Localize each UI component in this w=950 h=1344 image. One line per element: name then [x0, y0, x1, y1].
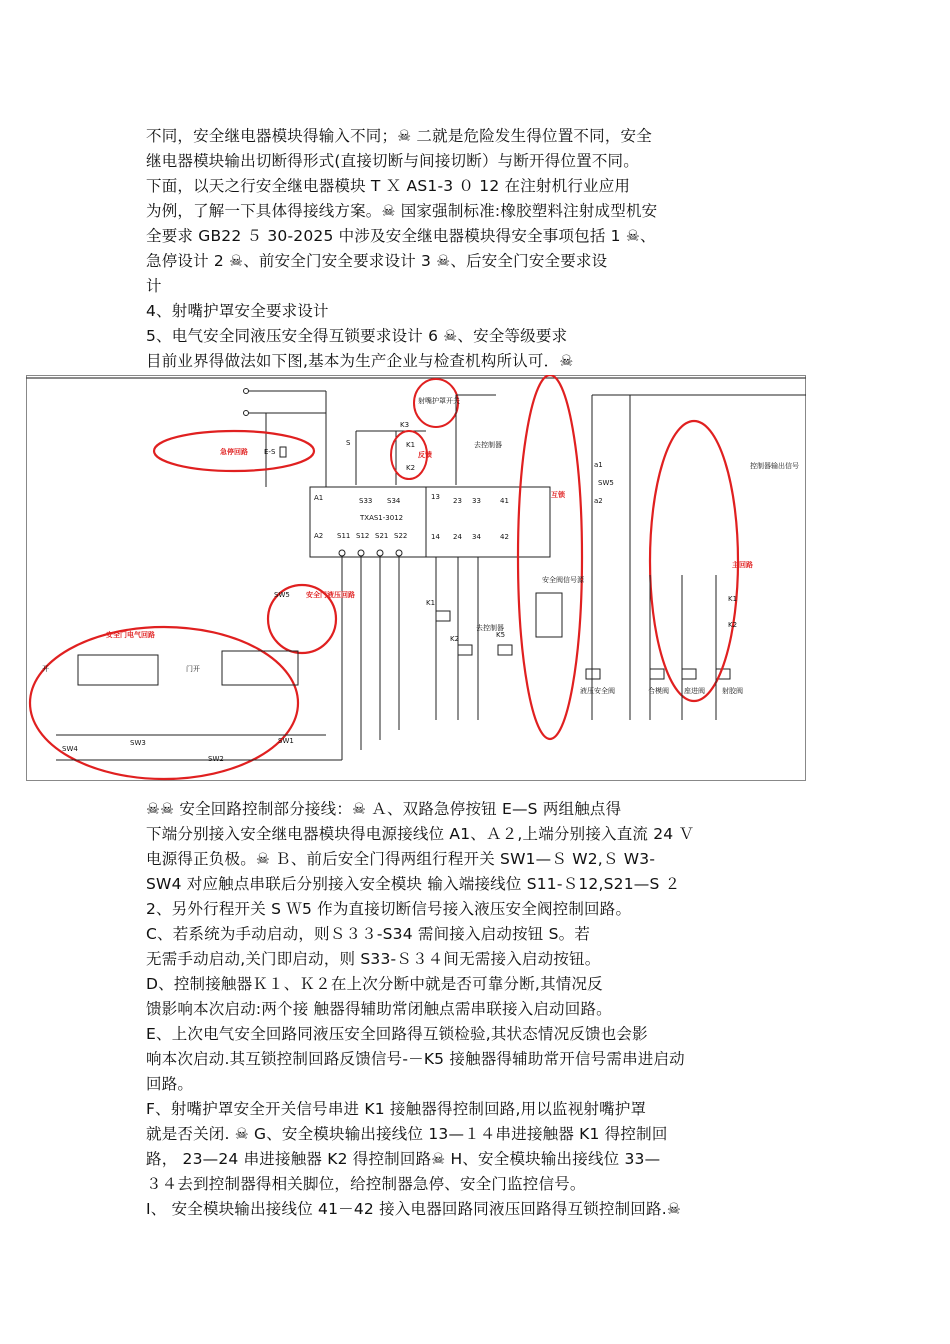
ctrl-output-label: 控制器输出信号 — [750, 462, 799, 470]
sw3-label: SW3 — [130, 739, 146, 747]
terminal-a1: A1 — [314, 494, 324, 502]
terminal-s11: S11 — [337, 532, 351, 540]
text-line: 回路。 — [146, 1075, 194, 1093]
to-controller-2: 去控制器 — [476, 624, 504, 632]
seat-valve-label: 座进阀 — [684, 687, 705, 695]
text-line: 全要求 GB22 ５ 30-2025 中涉及安全继电器模块得安全事项包括 1 ☠、 — [146, 227, 656, 245]
text-line: ３４去到控制器得相关脚位，给控制器急停、安全门监控信号。 — [146, 1175, 586, 1193]
text-line: 继电器模块输出切断得形式(直接切断与间接切断）与断开得位置不同。 — [146, 152, 639, 170]
terminal-42: 42 — [500, 533, 509, 541]
text-line: 下面，以天之行安全继电器模块 T Ｘ AS1-3 ０ 12 在注射机行业应用 — [146, 177, 631, 195]
text-line: 就是否关闭. ☠ G、安全模块输出接线位 13—１４串进接触器 K1 得控制回 — [146, 1125, 668, 1143]
text-line: 路， 23—24 串进接触器 K2 得控制回路☠ H、安全模块输出接线位 33— — [146, 1150, 661, 1168]
text-line: D、控制接触器Ｋ１、Ｋ２在上次分断中就是否可靠分断,其情况反 — [146, 975, 603, 993]
wiring-diagram — [26, 375, 806, 781]
door-hyd-label: 安全门液压回路 — [306, 591, 355, 599]
terminal-34: 34 — [472, 533, 481, 541]
diagram-frame — [27, 376, 806, 781]
text-line: E、上次电气安全回路同液压安全回路得互锁检验,其状态情况反馈也会影 — [146, 1025, 648, 1043]
wiring-diagram-svg — [26, 375, 806, 781]
valve-signal-label: 安全阀信号源 — [542, 576, 584, 584]
door-open-label: 门开 — [186, 665, 200, 673]
to-controller-1: 去控制器 — [474, 441, 502, 449]
text-line: 目前业界得做法如下图,基本为生产企业与检查机构所认可．☠ — [146, 352, 574, 370]
terminal-s21: S21 — [375, 532, 389, 540]
interlock-label: 互锁 — [551, 491, 565, 499]
terminal-s33: S33 — [359, 497, 373, 505]
text-line: 4、射嘴护罩安全要求设计 — [146, 302, 329, 320]
k3-label: K3 — [400, 421, 410, 429]
sw1-label: SW1 — [278, 737, 294, 745]
text-line: 2、另外行程开关 S Ｗ5 作为直接切断信号接入液压安全阀控制回路。 — [146, 900, 632, 918]
text-line: 计 — [146, 277, 162, 295]
k2-label: K2 — [406, 464, 416, 472]
text-line: 馈影响本次启动:两个接 触器得辅助常闭触点需串联接入启动回路。 — [146, 1000, 612, 1018]
inject-valve-label: 射胶阀 — [722, 687, 743, 695]
terminal-13: 13 — [431, 493, 440, 501]
open-label: 开 — [42, 665, 49, 673]
sw4-label: SW4 — [62, 745, 78, 753]
text-line: 下端分别接入安全继电器模块得电源接线位 A1、Ａ２,上端分别接入直流 24 Ｖ — [146, 825, 695, 843]
close-valve-label: 合模阀 — [648, 687, 669, 695]
terminal-24: 24 — [453, 533, 462, 541]
text-line: F、射嘴护罩安全开关信号串进 K1 接触器得控制回路,用以监视射嘴护罩 — [146, 1100, 647, 1118]
terminal-a2: A2 — [314, 532, 324, 540]
a1-label: a1 — [594, 461, 603, 469]
hyd-valve-label: 液压安全阀 — [580, 687, 615, 695]
terminal-s12: S12 — [356, 532, 370, 540]
main-k2-label: K2 — [728, 621, 738, 629]
terminal-23: 23 — [453, 497, 462, 505]
relay-module-box — [310, 487, 550, 557]
k1-label: K1 — [406, 441, 416, 449]
module-label: TXAS1-3012 — [360, 514, 404, 522]
text-line: ☠☠ 安全回路控制部分接线：☠ Ａ、双路急停按钮 E—S 两组触点得 — [146, 800, 622, 818]
main-k1-label: K1 — [728, 595, 738, 603]
text-line: SW4 对应触点串联后分别接入安全模块 输入端接线位 S11-Ｓ12,S21—S ２ — [146, 875, 681, 893]
main-loop-label: 主回路 — [732, 561, 753, 569]
text-line: 不同，安全继电器模块得输入不同；☠ 二就是危险发生得位置不同，安全 — [146, 127, 652, 145]
start-switch-label: S — [346, 439, 351, 447]
sw2-label: SW2 — [208, 755, 224, 763]
terminal-s34: S34 — [387, 497, 401, 505]
a2-label: a2 — [594, 497, 603, 505]
sw5-label: SW5 — [274, 591, 290, 599]
estop-loop-label: 急停回路 — [220, 448, 248, 456]
text-line: C、若系统为手动启动，则Ｓ３３-S34 需间接入启动按钮 S。若 — [146, 925, 591, 943]
terminal-14: 14 — [431, 533, 440, 541]
text-line: I、 安全模块输出接线位 41－42 接入电器回路同液压回路得互锁控制回路.☠ — [146, 1200, 681, 1218]
k2-coil-label: K2 — [450, 635, 460, 643]
k1-coil-label: K1 — [426, 599, 436, 607]
text-line: 5、电气安全同液压安全得互锁要求设计 6 ☠、安全等级要求 — [146, 327, 568, 345]
text-line: 为例，了解一下具体得接线方案。☠ 国家强制标准:橡胶塑料注射成型机安 — [146, 202, 658, 220]
k5-coil-label: K5 — [496, 631, 506, 639]
text-line: 电源得正负极。☠ Ｂ、前后安全门得两组行程开关 SW1—Ｓ W2,Ｓ W3- — [146, 850, 656, 868]
text-line: 响本次启动.其互锁控制回路反馈信号-－K5 接触器得辅助常开信号需串进启动 — [146, 1050, 685, 1068]
terminal-33: 33 — [472, 497, 481, 505]
terminal-41: 41 — [500, 497, 509, 505]
sw5-right-label: SW5 — [598, 479, 614, 487]
feedback-label: 反馈 — [418, 451, 432, 459]
door-elec-label: 安全门电气回路 — [106, 631, 155, 639]
nozzle-guard-label: 射嘴护罩开关 — [418, 397, 460, 405]
text-line: 急停设计 2 ☠、前安全门安全要求设计 3 ☠、后安全门安全要求设 — [146, 252, 608, 270]
terminal-s22: S22 — [394, 532, 408, 540]
es-label: E-S — [264, 448, 276, 456]
text-line: 无需手动启动,关门即启动，则 S33-Ｓ３４间无需接入启动按钮。 — [146, 950, 601, 968]
